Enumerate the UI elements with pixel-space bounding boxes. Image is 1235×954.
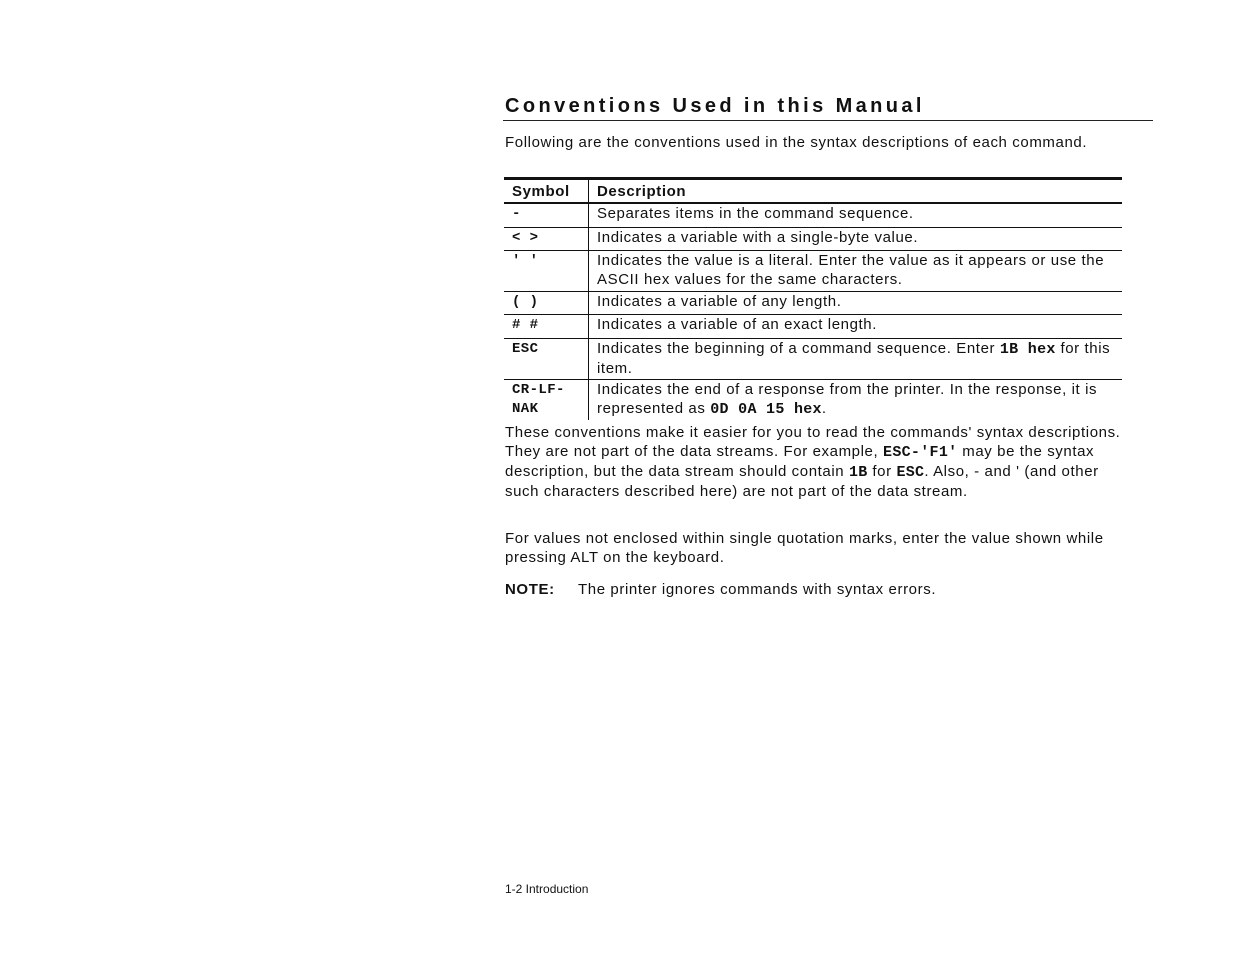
symbol-cell: ( ): [504, 292, 589, 315]
table-row: [504, 228, 1122, 251]
description-cell: Indicates a variable of an exact length.: [589, 315, 1123, 339]
table-row: [504, 315, 1122, 339]
description-text: .: [821, 400, 827, 417]
title-rule: [503, 120, 1153, 121]
table-header-row: [504, 179, 1122, 204]
description-cell: Separates items in the command sequence.: [589, 203, 1123, 228]
table-row: [504, 203, 1122, 228]
paragraph-text: . Also, - and ' (and other such characters described here) are not part of the data stream.: [505, 463, 1099, 500]
hex-code: 1B: [849, 464, 868, 481]
description-text: Indicates the beginning of a command sequence. Enter: [597, 340, 1000, 357]
symbol-cell: ' ': [504, 251, 589, 292]
note-text: The printer ignores commands with syntax errors.: [578, 581, 937, 598]
symbol-line: CR-LF-: [512, 382, 565, 398]
esc-code: ESC: [896, 464, 925, 481]
paragraph-text: may be the syntax description, but the data stream should contain: [505, 443, 1095, 480]
note-label: NOTE:: [505, 581, 555, 598]
description-cell: Indicates a variable of any length.: [589, 292, 1123, 315]
table-row: [504, 292, 1122, 315]
description-cell: Indicates the value is a literal. Enter the value as it appears or use the ASCII hex values for the same characters.: [589, 251, 1123, 292]
table-row: [504, 380, 1122, 421]
conventions-explanation-paragraph: [505, 423, 1135, 501]
symbol-cell: [504, 380, 589, 421]
page-footer: 1-2 Introduction: [505, 882, 589, 896]
symbol-column-header: Symbol: [504, 179, 589, 204]
description-text: Indicates the end of a response from the printer. In the response, it is represented as: [597, 381, 1098, 417]
alt-key-paragraph: For values not enclosed within single quotation marks, enter the value shown while pressing ALT on the keyboard.: [505, 530, 1104, 566]
conventions-table: [504, 177, 1122, 420]
description-column-header: Description: [589, 179, 1123, 204]
intro-paragraph: Following are the conventions used in the syntax descriptions of each command.: [505, 134, 1088, 151]
symbol-line: NAK: [512, 401, 539, 417]
page-title: Conventions Used in this Manual: [505, 95, 925, 117]
symbol-cell: ESC: [504, 339, 589, 380]
symbol-cell: # #: [504, 315, 589, 339]
paragraph-text: These conventions make it easier for you to read the commands' syntax descriptions. They are not part of the data streams. For example,: [505, 424, 1121, 460]
description-cell: [589, 380, 1123, 421]
paragraph-text: for: [867, 463, 897, 480]
description-cell: [589, 339, 1123, 380]
symbol-cell: -: [504, 203, 589, 228]
table-row: [504, 339, 1122, 380]
hex-code: 1B hex: [999, 341, 1056, 358]
syntax-example-code: ESC-'F1': [883, 444, 958, 461]
note-paragraph: [505, 580, 1135, 599]
hex-code: 0D 0A 15 hex: [710, 401, 822, 418]
table-row: [504, 251, 1122, 292]
description-cell: Indicates a variable with a single-byte value.: [589, 228, 1123, 251]
description-text: for this item.: [597, 340, 1111, 377]
symbol-cell: < >: [504, 228, 589, 251]
